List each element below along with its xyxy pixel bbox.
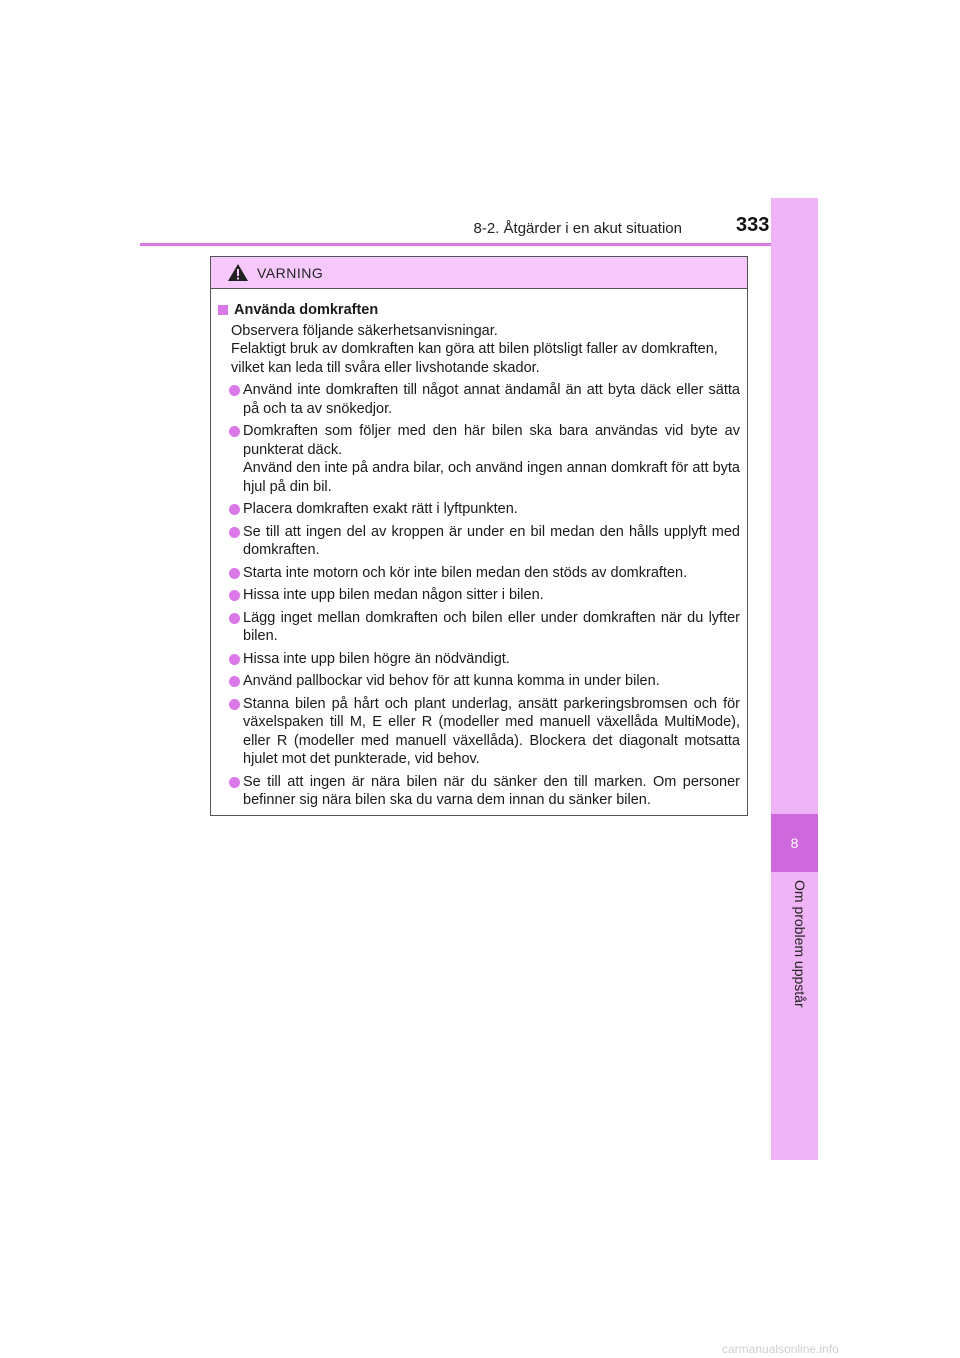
intro-line: Felaktigt bruk av domkraften kan göra att bilen plötsligt faller av domkraften, vilket kan leda till svåra eller livshotande skador. — [231, 341, 718, 376]
bullet-paragraph: Hissa inte upp bilen högre än nödvändigt. — [243, 650, 510, 667]
bullet-paragraph: Se till att ingen del av kroppen är under en bil medan den hålls upplyft med domkraften. — [243, 523, 740, 558]
header-rule — [140, 243, 818, 246]
bullet-text — [243, 695, 740, 769]
warning-triangle-icon — [227, 263, 249, 282]
warning-bullet-list — [218, 381, 740, 810]
chapter-label: Om problem uppstår — [792, 880, 808, 1008]
warning-bullet — [218, 500, 740, 519]
bullet-paragraph: Använd den inte på andra bilar, och använd ingen annan domkraft för att byta hjul på din bil. — [243, 460, 740, 495]
bullet-dot-icon — [229, 385, 240, 396]
bullet-dot-icon — [229, 654, 240, 665]
warning-bullet — [218, 609, 740, 646]
warning-bullet — [218, 422, 740, 496]
chapter-number-tab[interactable]: 8 — [771, 814, 818, 872]
warning-bullet — [218, 773, 740, 810]
warning-bullet — [218, 381, 740, 418]
watermark: carmanualsonline.info — [722, 1342, 839, 1356]
bullet-dot-icon — [229, 590, 240, 601]
bullet-paragraph: Domkraften som följer med den här bilen ska bara användas vid byte av punkterat däck. — [243, 423, 740, 458]
warning-heading — [218, 301, 740, 320]
bullet-text — [243, 672, 740, 691]
bullet-paragraph: Starta inte motorn och kör inte bilen medan den stöds av domkraften. — [243, 564, 688, 581]
bullet-text — [243, 650, 740, 669]
bullet-dot-icon — [229, 777, 240, 788]
bullet-text — [243, 773, 740, 810]
warning-bullet — [218, 523, 740, 560]
bullet-paragraph: Använd inte domkraften till något annat ändamål än att byta däck eller sätta på och ta av snökedjor. — [243, 382, 740, 417]
bullet-paragraph: Se till att ingen är nära bilen när du sänker den till marken. Om personer befinner sig nära bilen ska du varna dem innan du sänker bilen. — [243, 773, 740, 808]
warning-label: VARNING — [257, 264, 324, 281]
warning-bullet — [218, 672, 740, 691]
bullet-paragraph: Stanna bilen på hårt och plant underlag, ansätt parkeringsbromsen och för växelspaken till M, E eller R (modeller med manuell växellåda MultiMode), eller R (modeller med manuell växellåda). Blockera det diagonalt motsatta hjulet mot det punkterade, vid behov. — [243, 695, 740, 767]
bullet-paragraph: Lägg inget mellan domkraften och bilen eller under domkraften när du lyfter bilen. — [243, 609, 740, 644]
bullet-dot-icon — [229, 527, 240, 538]
warning-body — [211, 289, 747, 810]
bullet-paragraph: Hissa inte upp bilen medan någon sitter i bilen. — [243, 587, 544, 603]
bullet-text — [243, 422, 740, 496]
bullet-paragraph: Placera domkraften exakt rätt i lyftpunkten. — [243, 501, 518, 517]
bullet-dot-icon — [229, 699, 240, 710]
warning-bullet — [218, 586, 740, 605]
bullet-text — [243, 500, 740, 519]
warning-header — [211, 257, 747, 289]
warning-heading-text: Använda domkraften — [234, 302, 379, 318]
page-number: 333 — [736, 214, 770, 236]
warning-bullet — [218, 650, 740, 669]
bullet-text — [243, 523, 740, 560]
bullet-dot-icon — [229, 568, 240, 579]
intro-line: Observera följande säkerhetsanvisningar. — [231, 322, 498, 339]
bullet-dot-icon — [229, 426, 240, 437]
bullet-text — [243, 564, 740, 583]
bullet-text — [243, 381, 740, 418]
warning-intro — [231, 322, 740, 378]
bullet-text — [243, 609, 740, 646]
bullet-paragraph: Använd pallbockar vid behov för att kunna komma in under bilen. — [243, 673, 660, 689]
bullet-dot-icon — [229, 613, 240, 624]
bullet-text — [243, 586, 740, 605]
bullet-dot-icon — [229, 504, 240, 515]
section-title: 8-2. Åtgärder i en akut situation — [473, 220, 682, 237]
warning-bullet — [218, 564, 740, 583]
heading-square-icon — [218, 305, 228, 315]
warning-bullet — [218, 695, 740, 769]
warning-box — [210, 256, 748, 816]
bullet-dot-icon — [229, 676, 240, 687]
